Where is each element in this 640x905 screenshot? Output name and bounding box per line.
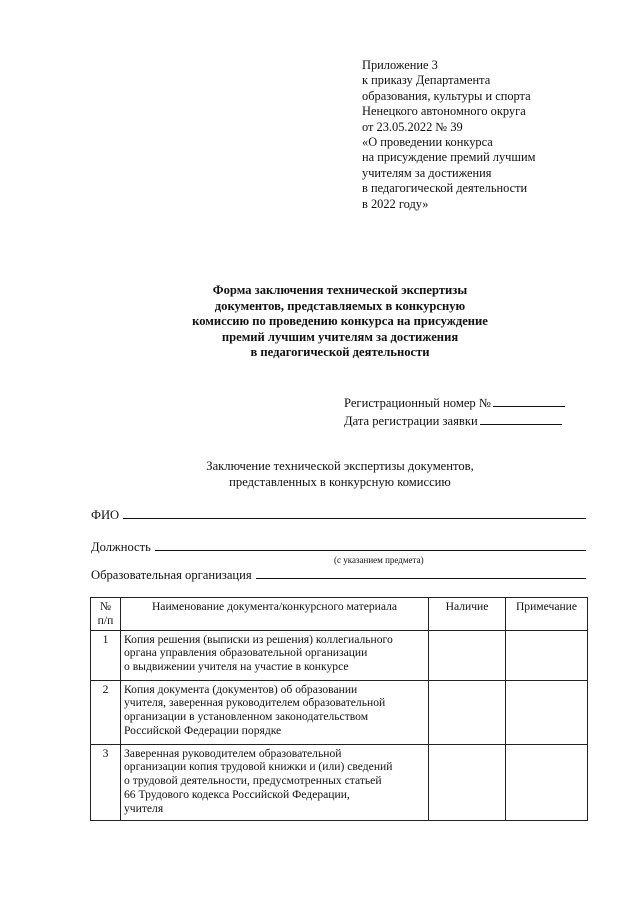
appendix-line: «О проведении конкурса bbox=[362, 135, 493, 150]
header-note: Примечание bbox=[506, 598, 588, 631]
registration-date-label: Дата регистрации заявки bbox=[344, 414, 478, 428]
registration-number-field[interactable] bbox=[493, 394, 565, 407]
appendix-line: в педагогической деятельности bbox=[362, 181, 528, 196]
form-title-line: комиссию по проведению конкурса на присуждение bbox=[192, 314, 488, 329]
document-name-line: о трудовой деятельности, предусмотренных статьей bbox=[124, 774, 382, 788]
document-name-line: Заверенная руководителем образовательной bbox=[124, 746, 342, 760]
table-row bbox=[91, 630, 588, 680]
note-cell[interactable] bbox=[506, 744, 588, 820]
appendix-line: к приказу Департамента bbox=[362, 73, 491, 88]
presence-cell[interactable] bbox=[429, 680, 506, 744]
organization-row bbox=[91, 566, 586, 583]
form-title-line: Форма заключения технической экспертизы bbox=[212, 283, 468, 297]
document-name-cell bbox=[121, 744, 429, 820]
table-row bbox=[91, 744, 588, 820]
form-title bbox=[150, 283, 530, 361]
position-label: Должность bbox=[91, 540, 151, 554]
document-name-line: учителя, заверенная руководителем образовательной bbox=[124, 696, 386, 710]
row-number: 3 bbox=[91, 744, 121, 820]
appendix-line: учителям за достижения bbox=[362, 165, 492, 180]
document-name-line: Российской Федерации порядке bbox=[124, 723, 282, 737]
form-title-line: документов, представляемых в конкурсную bbox=[214, 298, 466, 313]
position-note: (с указанием предмета) bbox=[334, 555, 424, 565]
conclusion-line: представленных в конкурсную комиссию bbox=[229, 475, 451, 489]
header-presence: Наличие bbox=[429, 598, 506, 631]
header-num bbox=[91, 598, 121, 631]
appendix-line: образования, культуры и спорта bbox=[362, 88, 531, 103]
presence-cell[interactable] bbox=[429, 744, 506, 820]
organization-label: Образовательная организация bbox=[91, 568, 252, 582]
document-name-line: учителя bbox=[124, 801, 164, 815]
form-title-line: премий лучшим учителям за достижения bbox=[221, 329, 459, 344]
appendix-line: Приложение 3 bbox=[362, 58, 438, 72]
presence-cell[interactable] bbox=[429, 630, 506, 680]
position-row bbox=[91, 538, 586, 555]
organization-field[interactable] bbox=[256, 566, 586, 579]
form-title-line: в педагогической деятельности bbox=[250, 345, 430, 360]
appendix-header bbox=[362, 58, 622, 212]
fio-field[interactable] bbox=[123, 506, 586, 519]
appendix-line: от 23.05.2022 № 39 bbox=[362, 119, 463, 134]
position-field[interactable] bbox=[155, 538, 586, 551]
fio-row bbox=[91, 506, 586, 523]
document-name-line: Копия документа (документов) об образовании bbox=[124, 682, 358, 696]
document-name-cell bbox=[121, 680, 429, 744]
document-name-cell bbox=[121, 630, 429, 680]
appendix-line: на присуждение премий лучшим bbox=[362, 150, 536, 165]
conclusion-title bbox=[150, 458, 530, 490]
registration-block bbox=[344, 394, 594, 430]
document-name-line: 66 Трудового кодекса Российской Федерации, bbox=[124, 787, 350, 801]
header-num-line: п/п bbox=[97, 613, 114, 627]
fio-label: ФИО bbox=[91, 508, 120, 522]
conclusion-line: Заключение технической экспертизы документов, bbox=[206, 459, 474, 473]
appendix-line: в 2022 году» bbox=[362, 196, 429, 211]
row-number: 2 bbox=[91, 680, 121, 744]
appendix-line: Ненецкого автономного округа bbox=[362, 104, 526, 119]
document-name-line: Копия решения (выписки из решения) коллегиального bbox=[124, 632, 393, 646]
document-name-line: организации в установленном законодательством bbox=[124, 710, 369, 724]
table-header-row bbox=[91, 598, 588, 631]
note-cell[interactable] bbox=[506, 680, 588, 744]
registration-date-field[interactable] bbox=[480, 412, 562, 425]
header-num-line: № bbox=[99, 600, 112, 613]
note-cell[interactable] bbox=[506, 630, 588, 680]
document-name-line: о выдвижении учителя на участие в конкурсе bbox=[124, 660, 349, 674]
registration-number-label: Регистрационный номер № bbox=[344, 396, 491, 410]
table-row bbox=[91, 680, 588, 744]
document-name-line: организации копия трудовой книжки и (или) сведений bbox=[124, 760, 393, 774]
documents-table bbox=[90, 597, 588, 821]
document-name-line: органа управления образовательной организации bbox=[124, 646, 368, 660]
header-name: Наименование документа/конкурсного материала bbox=[121, 598, 429, 631]
row-number: 1 bbox=[91, 630, 121, 680]
